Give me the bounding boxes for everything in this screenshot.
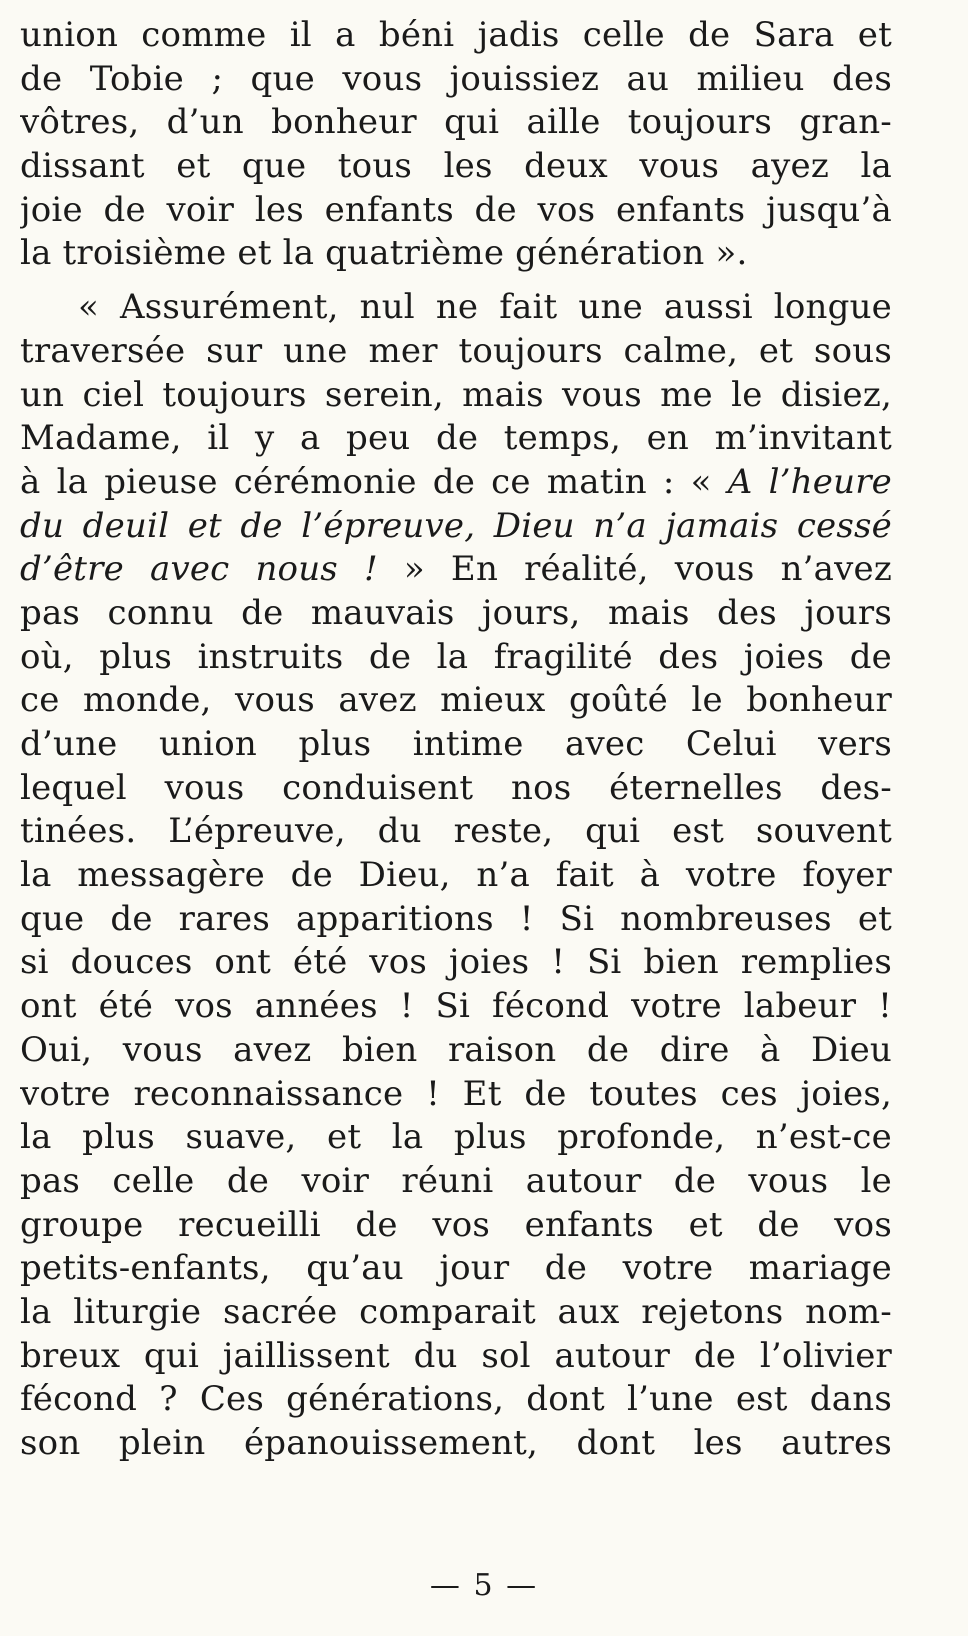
text-run: à la pieuse cérémonie de ce matin : « <box>20 461 728 502</box>
text-line: votre reconnaissance ! Et de toutes ces joies, <box>20 1073 892 1114</box>
paragraph-gap <box>20 276 892 286</box>
body-text <box>20 14 892 1466</box>
text-line: ce monde, vous avez mieux goûté le bonheur <box>20 680 892 721</box>
text-line: ont été vos années ! Si fécond votre labeur ! <box>20 986 892 1027</box>
text-line: union comme il a béni jadis celle de Sara et <box>20 15 892 55</box>
text-line: breux qui jaillissent du sol autour de l’olivier <box>20 1335 892 1376</box>
text-line: de Tobie ; que vous jouissiez au milieu des <box>20 58 892 99</box>
text-line: groupe recueilli de vos enfants et de vos <box>20 1204 892 1245</box>
text-line: fécond ? Ces générations, dont l’une est dans <box>20 1379 892 1420</box>
text-line: tinées. L’épreuve, du reste, qui est souvent <box>20 811 892 852</box>
text-line: que de rares apparitions ! Si nombreuses et <box>20 898 892 939</box>
paragraph-2 <box>20 286 892 1466</box>
paragraph-1 <box>20 14 892 276</box>
text-line: la messagère de Dieu, n’a fait à votre foyer <box>20 855 892 896</box>
text-line: dissant et que tous les deux vous ayez la <box>20 146 892 187</box>
text-line: où, plus instruits de la fragilité des joies de <box>20 636 892 677</box>
text-line: joie de voir les enfants de vos enfants jusqu’à <box>20 189 892 230</box>
text-line: un ciel toujours serein, mais vous me le disiez, <box>20 374 892 415</box>
text-line: la plus suave, et la plus profonde, n’est-ce <box>20 1117 892 1158</box>
text-line <box>20 461 892 505</box>
quotation-italic: d’être avec nous ! <box>20 549 378 590</box>
quotation-italic-line: du deuil et de l’épreuve, Dieu n’a jamais cessé <box>20 505 892 546</box>
page-number: — 5 — <box>429 1568 539 1603</box>
text-line: traversée sur une mer toujours calme, et sous <box>20 330 892 371</box>
text-line: lequel vous conduisent nos éternelles des- <box>20 767 892 808</box>
text-line: son plein épanouissement, dont les autres <box>20 1423 892 1463</box>
text-line: la troisième et la quatrième génération ». <box>20 233 748 274</box>
text-line: pas connu de mauvais jours, mais des jours <box>20 592 892 633</box>
text-line: si douces ont été vos joies ! Si bien remplies <box>20 942 892 983</box>
text-line: la liturgie sacrée comparait aux rejetons nom- <box>20 1291 892 1332</box>
text-line: « Assurément, nul ne fait une aussi longue <box>78 287 892 328</box>
text-line: pas celle de voir réuni autour de vous le <box>20 1160 892 1201</box>
text-line: vôtres, d’un bonheur qui aille toujours gran- <box>20 102 892 143</box>
text-line: Madame, il y a peu de temps, en m’invitant <box>20 418 892 459</box>
quotation-italic: A l’heure <box>727 461 892 502</box>
text-line: petits-enfants, qu’au jour de votre mariage <box>20 1248 892 1289</box>
text-line: d’une union plus intime avec Celui vers <box>20 724 892 764</box>
text-run: » En réalité, vous n’avez <box>377 549 892 590</box>
text-line: Oui, vous avez bien raison de dire à Dieu <box>20 1029 892 1070</box>
text-line <box>20 548 892 592</box>
